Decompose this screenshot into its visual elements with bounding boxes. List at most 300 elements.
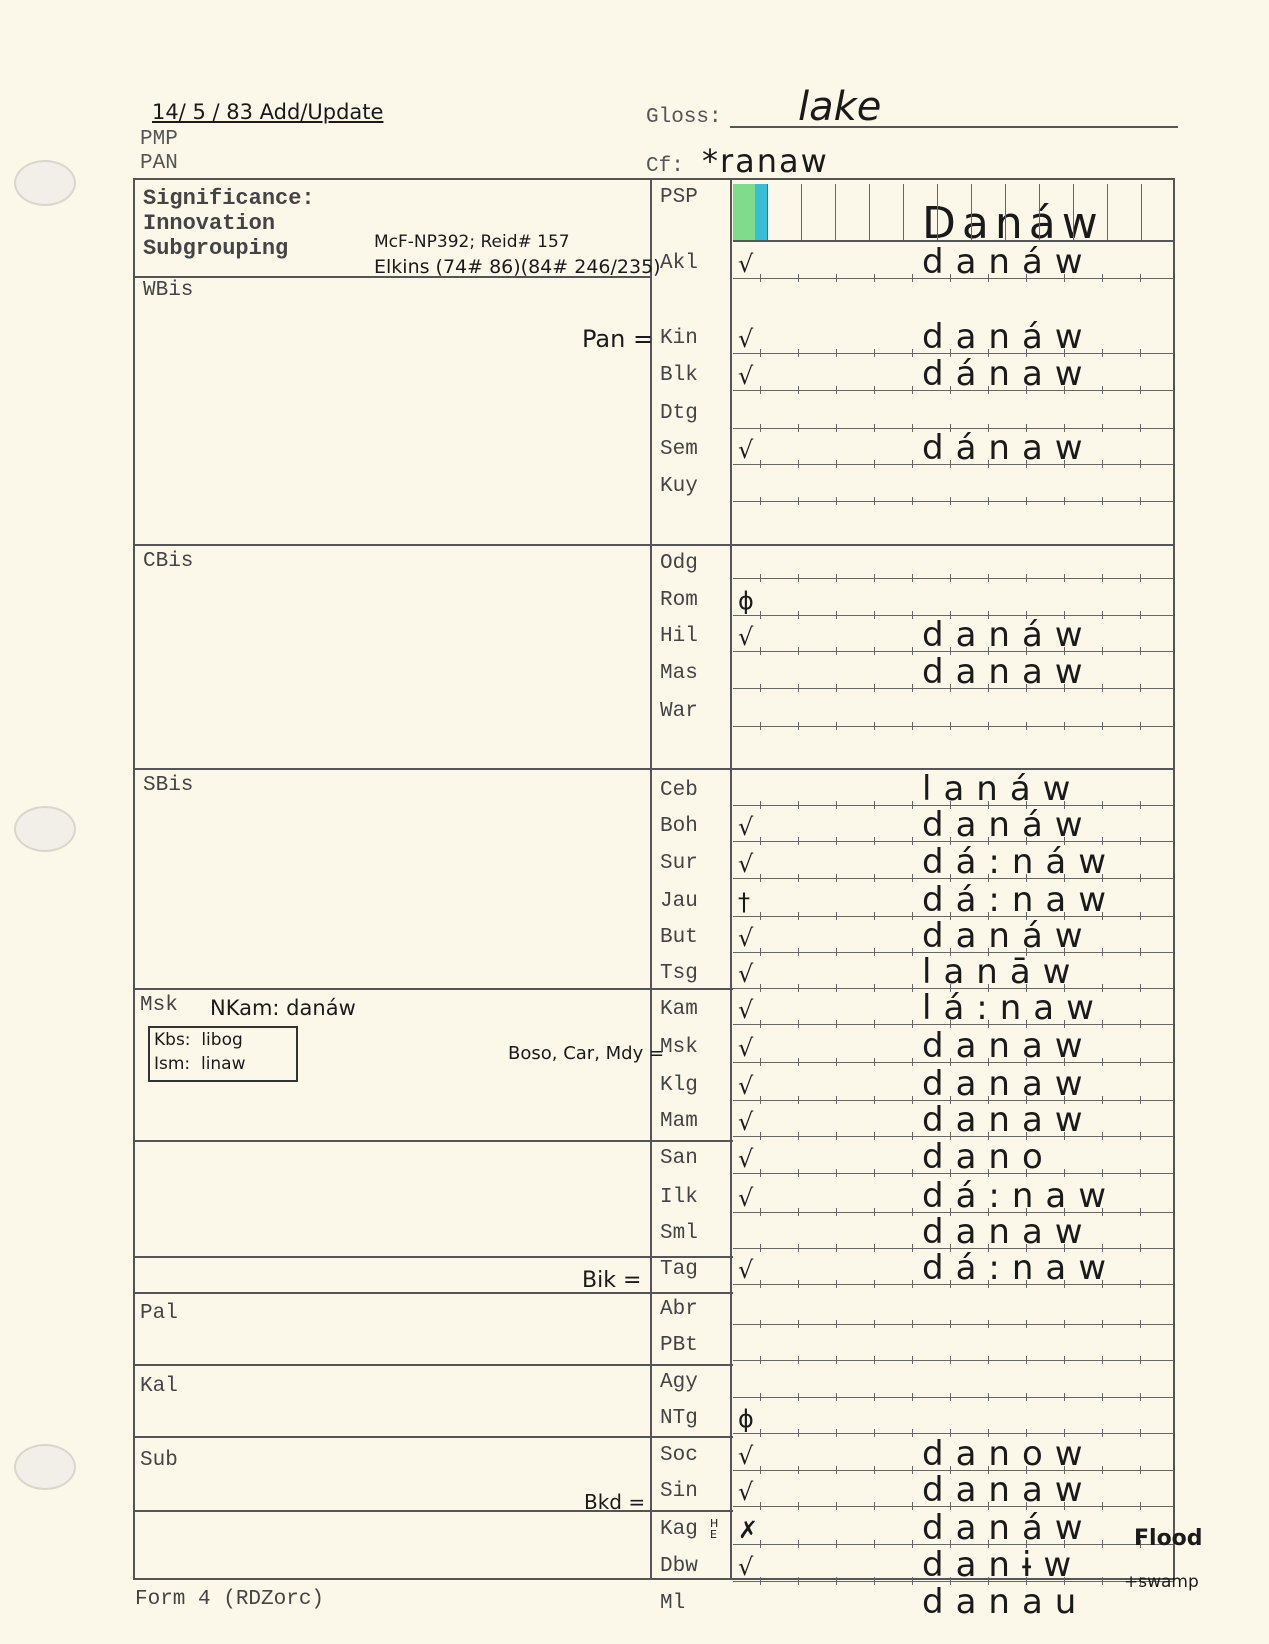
- row-rule: [733, 1024, 1173, 1025]
- row-tick: [912, 574, 913, 582]
- gloss-underline: [730, 126, 1178, 128]
- row-form: lá:naw: [922, 988, 1106, 1028]
- row-tick: [1102, 1132, 1103, 1140]
- row-tick: [1102, 722, 1103, 730]
- row-tick: [912, 1096, 913, 1104]
- row-tick: [1140, 349, 1141, 357]
- row-tick: [1102, 349, 1103, 357]
- row-form: danaw: [922, 652, 1095, 692]
- row-tick: [988, 460, 989, 468]
- region-sub: Sub: [140, 1449, 178, 1472]
- row-tick: [912, 1208, 913, 1216]
- row-tick: [1064, 574, 1065, 582]
- row-tick: [1064, 1393, 1065, 1401]
- row-form: danáw: [922, 317, 1095, 357]
- row-tick: [836, 1280, 837, 1288]
- row-tick: [798, 497, 799, 505]
- row-tick: [1102, 1208, 1103, 1216]
- row-code-sur: Sur: [660, 852, 698, 875]
- row-tick: [988, 722, 989, 730]
- row-mark: √: [738, 1108, 754, 1136]
- row-tick: [1140, 1320, 1141, 1328]
- row-tick: [760, 1280, 761, 1288]
- divider-cbis: [133, 544, 1175, 546]
- row-tick: [798, 1429, 799, 1437]
- row-tick: [874, 574, 875, 582]
- row-tick: [874, 1540, 875, 1548]
- row-tick: [760, 1096, 761, 1104]
- row-tick: [760, 386, 761, 394]
- row-mark: √: [738, 1034, 754, 1062]
- row-tick: [912, 611, 913, 619]
- row-tick: [1140, 684, 1141, 692]
- row-code-but: But: [660, 926, 698, 949]
- row-tick: [950, 497, 951, 505]
- row-tick: [836, 1356, 837, 1364]
- row-tick: [912, 801, 913, 809]
- row-tick: [874, 1577, 875, 1585]
- row-code-sml: Sml: [660, 1222, 698, 1245]
- psp-grid-line: [971, 184, 972, 240]
- row-tick: [798, 424, 799, 432]
- row-tick: [950, 274, 951, 282]
- row-tick: [798, 722, 799, 730]
- row-form: dá:naw: [922, 880, 1119, 920]
- row-tick: [1140, 274, 1141, 282]
- row-tick: [1102, 1096, 1103, 1104]
- region-msk: Msk: [140, 994, 178, 1017]
- divider-pal: [133, 1292, 733, 1294]
- row-mark: √: [738, 1442, 754, 1470]
- punch-hole-bottom: [14, 1444, 76, 1490]
- row-tick: [950, 684, 951, 692]
- row-tick: [760, 801, 761, 809]
- row-tick: [988, 497, 989, 505]
- row-code-war: War: [660, 700, 698, 723]
- row-code-mam: Mam: [660, 1110, 698, 1133]
- row-tick: [1140, 1502, 1141, 1510]
- row-tick: [874, 912, 875, 920]
- row-tick: [836, 1577, 837, 1585]
- row-tick: [798, 912, 799, 920]
- row-tick: [912, 1502, 913, 1510]
- row-tick: [836, 574, 837, 582]
- row-tick: [1102, 1058, 1103, 1066]
- row-rule: [733, 878, 1173, 879]
- row-tick: [1102, 1020, 1103, 1028]
- row-mark: √: [738, 924, 754, 952]
- row-tick: [836, 684, 837, 692]
- row-tick: [836, 497, 837, 505]
- row-tick: [1026, 1393, 1027, 1401]
- psp-grid-line: [869, 184, 870, 240]
- row-tick: [760, 874, 761, 882]
- row-tick: [798, 1058, 799, 1066]
- row-form: lanāw: [922, 952, 1083, 992]
- row-tick: [836, 274, 837, 282]
- row-tick: [874, 349, 875, 357]
- gloss-label: Gloss:: [646, 106, 722, 129]
- row-code-dtg: Dtg: [660, 402, 698, 425]
- significance-title: Significance:: [143, 186, 315, 211]
- row-tick: [798, 948, 799, 956]
- row-tick: [1102, 574, 1103, 582]
- row-code-boh: Boh: [660, 815, 698, 838]
- row-tick: [1140, 801, 1141, 809]
- row-tick: [760, 722, 761, 730]
- row-tick: [988, 1320, 989, 1328]
- row-tick: [874, 1429, 875, 1437]
- row-tick: [874, 386, 875, 394]
- row-tick: [1026, 386, 1027, 394]
- region-cbis: CBis: [143, 550, 194, 573]
- row-tick: [1140, 874, 1141, 882]
- row-tick: [836, 1058, 837, 1066]
- row-tick: [836, 1244, 837, 1252]
- row-rule: [733, 1360, 1173, 1361]
- row-tick: [912, 1356, 913, 1364]
- row-mark: √: [738, 1478, 754, 1506]
- row-tick: [1102, 1540, 1103, 1548]
- row-tick: [1140, 574, 1141, 582]
- row-tick: [760, 460, 761, 468]
- row-tick: [798, 1208, 799, 1216]
- row-tick: [1140, 647, 1141, 655]
- row-tick: [836, 801, 837, 809]
- row-tick: [836, 647, 837, 655]
- psp-grid-line: [1039, 184, 1040, 240]
- row-tick: [874, 684, 875, 692]
- row-tick: [1102, 948, 1103, 956]
- row-rule: [733, 1284, 1173, 1285]
- psp-form: Danáw: [922, 198, 1104, 249]
- row-rule: [733, 501, 1173, 502]
- row-code-ilk: Ilk: [660, 1186, 698, 1209]
- row-tick: [1140, 1132, 1141, 1140]
- row-form: dá:náw: [922, 842, 1119, 882]
- row-tick: [760, 1208, 761, 1216]
- row-rule: [733, 464, 1173, 465]
- row-tick: [874, 424, 875, 432]
- psp-highlight-green: [733, 184, 755, 240]
- row-tick: [912, 984, 913, 992]
- cf-label: Cf:: [646, 155, 684, 178]
- row-tick: [1064, 386, 1065, 394]
- row-mark: ϕ: [738, 1405, 754, 1433]
- row-mark: √: [738, 362, 754, 390]
- row-tick: [836, 874, 837, 882]
- row-tick: [798, 684, 799, 692]
- row-tick: [1102, 1320, 1103, 1328]
- row-tick: [1102, 497, 1103, 505]
- row-code-psp: PSP: [660, 186, 698, 209]
- row-tick: [912, 1577, 913, 1585]
- row-tick: [760, 912, 761, 920]
- row-tick: [874, 874, 875, 882]
- row-tick: [836, 837, 837, 845]
- row-code-mas: Mas: [660, 662, 698, 685]
- row-mark: √: [738, 1256, 754, 1284]
- row-tick: [836, 1429, 837, 1437]
- row-code-agy: Agy: [660, 1371, 698, 1394]
- row-tick: [798, 1096, 799, 1104]
- row-tick: [760, 574, 761, 582]
- row-tick: [1140, 460, 1141, 468]
- row-tick: [874, 1208, 875, 1216]
- row-tick: [760, 1320, 761, 1328]
- psp-grid-line: [835, 184, 836, 240]
- row-tick: [760, 1058, 761, 1066]
- row-tick: [912, 647, 913, 655]
- row-tick: [1140, 1244, 1141, 1252]
- row-tick: [760, 1502, 761, 1510]
- row-tick: [874, 1320, 875, 1328]
- row-tick: [874, 984, 875, 992]
- row-mark: √: [738, 1184, 754, 1212]
- row-tick: [912, 1169, 913, 1177]
- row-tick: [874, 1502, 875, 1510]
- punch-hole-top: [14, 160, 76, 206]
- row-tick: [1064, 460, 1065, 468]
- row-form: lanáw: [922, 769, 1083, 809]
- row-tick: [1140, 1020, 1141, 1028]
- row-mark: √: [738, 623, 754, 651]
- row-code-rom: Rom: [660, 589, 698, 612]
- row-tick: [760, 1169, 761, 1177]
- row-tick: [760, 1132, 761, 1140]
- row-tick: [836, 1132, 837, 1140]
- row-tick: [760, 1393, 761, 1401]
- row-tick: [874, 722, 875, 730]
- row-form: danáw: [922, 615, 1095, 655]
- row-code-kag: Kag: [660, 1518, 698, 1541]
- row-form: danau: [922, 1582, 1089, 1622]
- row-tick: [760, 1429, 761, 1437]
- row-tick: [1140, 1356, 1141, 1364]
- row-tick: [912, 1280, 913, 1288]
- row-form: danáw: [922, 916, 1095, 956]
- row-tick: [798, 1244, 799, 1252]
- row-tick: [798, 1540, 799, 1548]
- row-tick: [874, 1020, 875, 1028]
- row-tick: [798, 274, 799, 282]
- row-tick: [1026, 460, 1027, 468]
- row-tick: [836, 722, 837, 730]
- row-tick: [950, 722, 951, 730]
- row-tick: [760, 1577, 761, 1585]
- row-tick: [798, 837, 799, 845]
- cf-value: *ranaw: [702, 142, 829, 180]
- row-code-jau: Jau: [660, 890, 698, 913]
- row-form: danáw: [922, 1508, 1095, 1548]
- row-code-akl: Akl: [660, 252, 698, 275]
- row-tick: [760, 647, 761, 655]
- row-tick: [1140, 948, 1141, 956]
- row-tick: [760, 497, 761, 505]
- psp-grid-line: [903, 184, 904, 240]
- row-code-kuy: Kuy: [660, 475, 698, 498]
- row-tick: [1064, 1132, 1065, 1140]
- punch-hole-middle: [14, 806, 76, 852]
- row-tick: [836, 1466, 837, 1474]
- row-tick: [988, 386, 989, 394]
- row-mark: √: [738, 1145, 754, 1173]
- row-tick: [874, 948, 875, 956]
- row-form: dá:naw: [922, 1248, 1119, 1288]
- row-tick: [912, 1540, 913, 1548]
- row-rule: [733, 726, 1173, 727]
- row-code-msk: Msk: [660, 1036, 698, 1059]
- row-tick: [1140, 424, 1141, 432]
- row-tick: [1026, 574, 1027, 582]
- row-tick: [1140, 1280, 1141, 1288]
- row-tick: [760, 684, 761, 692]
- row-rule: [733, 1062, 1173, 1063]
- row-tick: [760, 837, 761, 845]
- row-form: danáw: [922, 805, 1095, 845]
- row-tick: [1140, 1058, 1141, 1066]
- innovation-label: Innovation: [143, 211, 276, 236]
- row-tick: [912, 1020, 913, 1028]
- row-tick: [912, 274, 913, 282]
- row-tick: [1102, 647, 1103, 655]
- kag-note: Flood: [1134, 1526, 1203, 1551]
- row-tick: [874, 1132, 875, 1140]
- row-tick: [1140, 1096, 1141, 1104]
- row-tick: [836, 386, 837, 394]
- row-tick: [1026, 274, 1027, 282]
- row-tick: [836, 1208, 837, 1216]
- row-tick: [798, 1320, 799, 1328]
- row-code-san: San: [660, 1147, 698, 1170]
- msk-note-nkam: NKam: danáw: [210, 996, 356, 1020]
- msk-note-ism: Ism: linaw: [154, 1054, 246, 1074]
- row-tick: [1102, 801, 1103, 809]
- psp-grid-line: [937, 184, 938, 240]
- row-code-kin: Kin: [660, 327, 698, 350]
- row-tick: [836, 912, 837, 920]
- row-mark: √: [738, 325, 754, 353]
- subgrouping-label: Subgrouping: [143, 236, 289, 261]
- row-tick: [798, 386, 799, 394]
- row-mark: ϕ: [738, 587, 754, 615]
- row-tick: [760, 948, 761, 956]
- psp-grid-bottom: [733, 240, 1173, 242]
- row-tick: [1064, 1280, 1065, 1288]
- msk-note-kbs: Kbs: libog: [154, 1030, 243, 1050]
- row-tick: [798, 574, 799, 582]
- psp-grid-line: [801, 184, 802, 240]
- date-note: 14/ 5 / 83 Add/Update: [152, 100, 384, 124]
- row-tick: [912, 948, 913, 956]
- row-tick: [874, 801, 875, 809]
- row-tick: [1026, 1320, 1027, 1328]
- psp-grid-line: [1107, 184, 1108, 240]
- row-tick: [988, 1393, 989, 1401]
- ref-line-2: Elkins (74# 86)(84# 246/235): [374, 256, 661, 278]
- row-tick: [988, 574, 989, 582]
- divider-left-col: [650, 178, 652, 1580]
- divider-tag: [133, 1256, 733, 1258]
- row-tick: [1102, 274, 1103, 282]
- side-note-pan: Pan =: [582, 325, 654, 353]
- row-tick: [836, 424, 837, 432]
- side-note-bkd: Bkd =: [584, 1490, 646, 1514]
- row-tick: [912, 460, 913, 468]
- row-tick: [912, 1244, 913, 1252]
- row-tick: [1064, 1320, 1065, 1328]
- divider-sub: [133, 1436, 733, 1438]
- row-mark: √: [738, 1553, 754, 1581]
- row-form: danow: [922, 1434, 1095, 1474]
- row-tick: [1102, 912, 1103, 920]
- row-tick: [912, 874, 913, 882]
- divider-wbis: [133, 276, 650, 278]
- row-tick: [836, 611, 837, 619]
- row-tick: [1026, 1280, 1027, 1288]
- divider-msk: [133, 988, 733, 990]
- row-code-tag: Tag: [660, 1258, 698, 1281]
- row-mark: √: [738, 436, 754, 464]
- row-tick: [1102, 1502, 1103, 1510]
- row-tick: [1140, 722, 1141, 730]
- row-tick: [760, 349, 761, 357]
- row-form: danaw: [922, 1470, 1095, 1510]
- row-tick: [1140, 386, 1141, 394]
- psp-grid-line: [767, 184, 768, 240]
- row-tick: [1026, 684, 1027, 692]
- row-tick: [874, 1356, 875, 1364]
- row-tick: [874, 647, 875, 655]
- row-tick: [1140, 1466, 1141, 1474]
- row-tick: [1140, 912, 1141, 920]
- row-tick: [1102, 1466, 1103, 1474]
- pmp-label: PMP: [140, 128, 178, 151]
- row-tick: [912, 684, 913, 692]
- row-tick: [874, 1058, 875, 1066]
- row-tick: [988, 684, 989, 692]
- row-code-ceb: Ceb: [660, 779, 698, 802]
- row-tick: [988, 1280, 989, 1288]
- row-form: danaw: [922, 1212, 1095, 1252]
- row-tick: [950, 386, 951, 394]
- row-mark: √: [738, 850, 754, 878]
- row-mark: ✗: [738, 1516, 759, 1544]
- row-tick: [1102, 424, 1103, 432]
- row-mark: √: [738, 996, 754, 1024]
- row-tick: [760, 1356, 761, 1364]
- row-tick: [1102, 1356, 1103, 1364]
- row-tick: [798, 984, 799, 992]
- row-tick: [798, 1356, 799, 1364]
- row-tick: [798, 1020, 799, 1028]
- row-tick: [1140, 1169, 1141, 1177]
- row-tick: [1140, 1429, 1141, 1437]
- row-code-sin: Sin: [660, 1480, 698, 1503]
- row-tick: [798, 1577, 799, 1585]
- row-code-abr: Abr: [660, 1298, 698, 1321]
- row-tick: [798, 1132, 799, 1140]
- row-tick: [836, 1320, 837, 1328]
- row-tick: [1102, 684, 1103, 692]
- region-pal: Pal: [140, 1302, 178, 1325]
- row-code-klg: Klg: [660, 1074, 698, 1097]
- dbw-note: +swamp: [1124, 1572, 1199, 1592]
- row-tick: [874, 611, 875, 619]
- row-tick: [950, 1280, 951, 1288]
- row-code-hil: Hil: [660, 625, 698, 648]
- row-tick: [912, 1132, 913, 1140]
